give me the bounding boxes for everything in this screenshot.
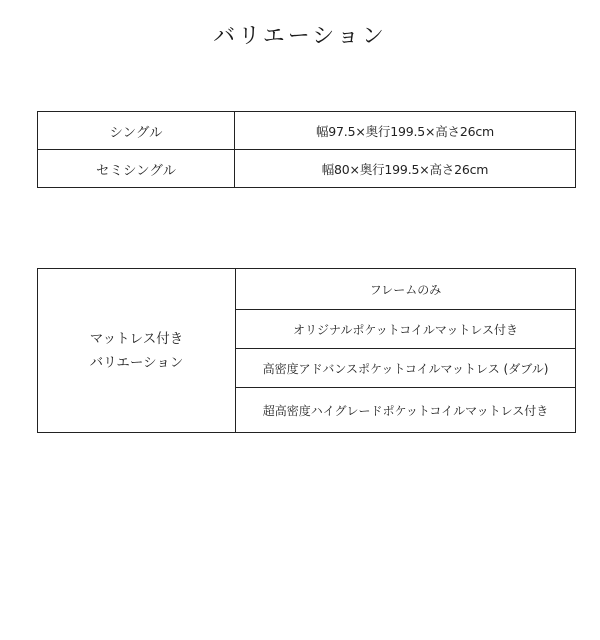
page-title: バリエーション bbox=[213, 24, 387, 49]
variation-option: 超高密度ハイグレードポケットコイルマットレス付き bbox=[236, 388, 576, 433]
variation-option: 高密度アドバンスポケットコイルマットレス (ダブル) bbox=[236, 349, 576, 388]
size-table bbox=[37, 111, 576, 188]
variation-header-line: バリエーション bbox=[89, 354, 184, 371]
variation-option: フレームのみ bbox=[236, 269, 576, 310]
table-row bbox=[38, 269, 576, 310]
variation-header-line: マットレス付き bbox=[89, 330, 184, 347]
size-name: シングル bbox=[38, 112, 235, 150]
table-row bbox=[38, 150, 576, 188]
size-dimensions: 幅97.5×奥行199.5×高さ26cm bbox=[235, 112, 576, 150]
variation-header bbox=[38, 269, 236, 433]
table-row bbox=[38, 112, 576, 150]
variation-table bbox=[37, 268, 576, 433]
size-dimensions: 幅80×奥行199.5×高さ26cm bbox=[235, 150, 576, 188]
variation-option: オリジナルポケットコイルマットレス付き bbox=[236, 310, 576, 349]
size-name: セミシングル bbox=[38, 150, 235, 188]
